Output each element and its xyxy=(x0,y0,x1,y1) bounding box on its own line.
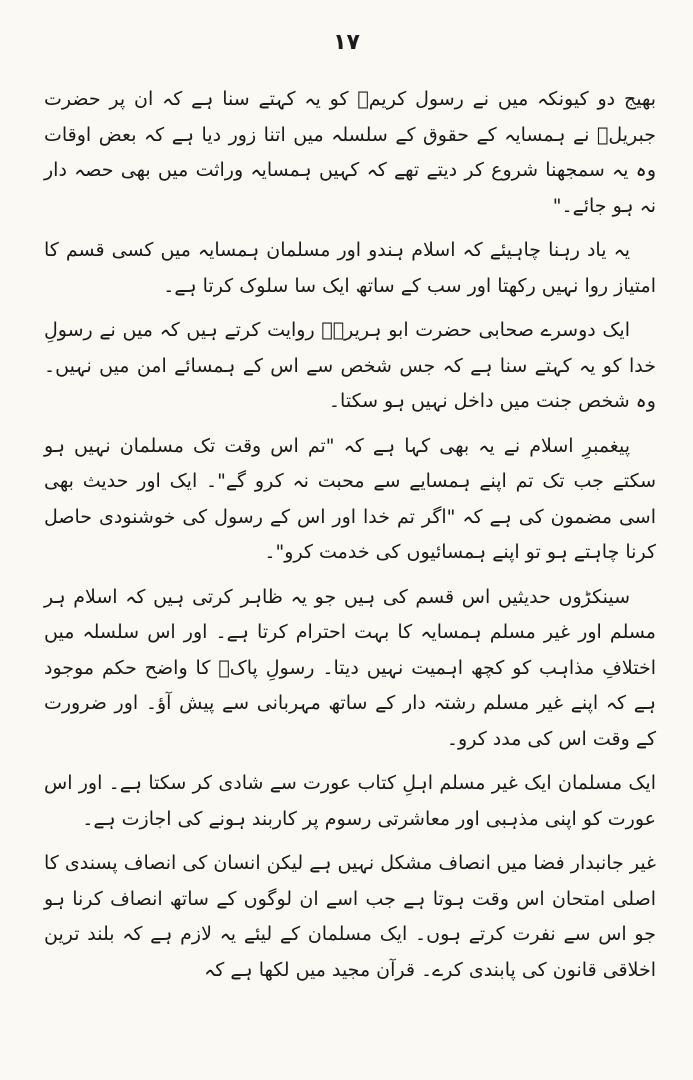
paragraph: سینکڑوں حدیثیں اس قسم کی ہیں جو یہ ظاہر کرتی ہیں کہ اسلام ہر مسلم اور غیر مسلم ہمسایہ کا بہت احترام کرتا ہے۔ اور اس سلسلہ میں اختلافِ مذاہب کو کچھ اہمیت نہیں دیتا۔ رسولِ پاکؐ کا واضح حکم موجود ہے کہ اپنے غیر مسلم رشتہ دار کے ساتھ مہربانی سے پیش آؤ۔ اور ضرورت کے وقت اس کی مدد کرو۔ xyxy=(44,585,656,750)
paragraph: ایک دوسرے صحابی حضرت ابو ہریرہؓ روایت کرتے ہیں کہ میں نے رسولِ خدا کو یہ کہتے سنا ہے کہ جس شخص سے اس کے ہمسائے امن میں نہیں۔ وہ شخص جنت میں داخل نہیں ہو سکتا۔ xyxy=(44,319,656,412)
body-text xyxy=(44,82,656,997)
paragraph: غیر جانبدار فضا میں انصاف مشکل نہیں ہے لیکن انسان کی انصاف پسندی کا اصلی امتحان اس وقت ہوتا ہے جب اسے ان لوگوں کے ساتھ انصاف کرنا ہو جو اس سے نفرت کرتے ہوں۔ ایک مسلمان کے لیئے یہ لازم ہے کہ بلند ترین اخلاقی قانون کی پابندی کرے۔ قرآن مجید میں لکھا ہے کہ xyxy=(44,852,656,981)
page-number: ۱۷ xyxy=(333,30,360,55)
paragraph: بھیج دو کیونکہ میں نے رسول کریمؐ کو یہ کہتے سنا ہے کہ ان پر حضرت جبریلؑ نے ہمسایہ کے حقوق کے سلسلہ میں اتنا زور دیا ہے کہ بعض اوقات وہ یہ سمجھنا شروع کر دیتے تھے کہ کہیں ہمسایہ وراثت میں بھی حصہ دار نہ ہو جائے۔" xyxy=(44,88,656,217)
paragraph: یہ یاد رہنا چاہیئے کہ اسلام ہندو اور مسلمان ہمسایہ میں کسی قسم کا امتیاز روا نہیں رکھتا اور سب کے ساتھ ایک سا سلوک کرتا ہے۔ xyxy=(44,239,656,297)
paragraph: پیغمبرِ اسلام نے یہ بھی کہا ہے کہ "تم اس وقت تک مسلمان نہیں ہو سکتے جب تک تم اپنے ہمسایے سے محبت نہ کرو گے"۔ ایک اور حدیث بھی اسی مضمون کی ہے کہ "اگر تم خدا اور اس کے رسول کی خوشنودی حاصل کرنا چاہتے ہو تو اپنے ہمسائیوں کی خدمت کرو"۔ xyxy=(44,434,656,563)
paragraph: ایک مسلمان ایک غیر مسلم اہلِ کتاب عورت سے شادی کر سکتا ہے۔ اور اس عورت کو اپنی مذہبی اور معاشرتی رسوم پر کاربند ہونے کی اجازت ہے۔ xyxy=(44,772,656,830)
